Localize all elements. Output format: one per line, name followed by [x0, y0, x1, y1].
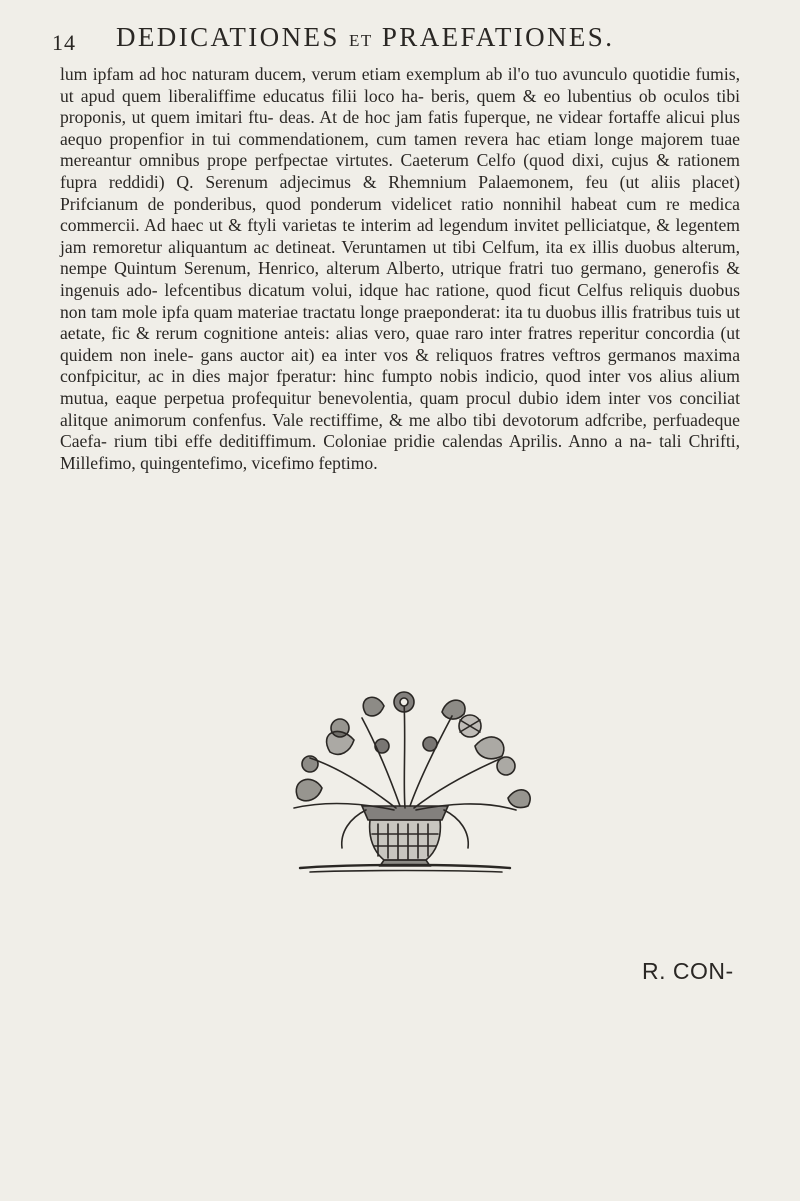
running-head-connector: ET [348, 31, 373, 50]
catchword: R. CON- [642, 958, 734, 984]
flower-vase-woodcut-icon [270, 688, 540, 876]
running-head-title [116, 22, 614, 53]
running-head-main: DEDICATIONES [116, 22, 340, 52]
body-paragraph: lum ipfam ad hoc naturam ducem, verum etiam exemplum ab il'o tuo avunculo quotidie fumis, ut apud quem liberaliffime educatus filii loco ha- beris, quem & eo lubentius ob oculos tibi proponis, ut quem imitari ftu- deas. At de hoc jam fatis fuperque, ne videar fortaffe alicui plus aequo propenfior in tui commendationem, cum tamen revera hac etiam longe majorem tuae mereantur omnibus prope perfpectae virtutes. Caeterum Celfo (quod dixi, cujus & rationem fupra reddidi) Q. Serenum adjecimus & Rhemnium Palaemonem, feu (ut aliis placet) Prifcianum de ponderibus, quod ponderum videlicet ratio nonnihil habeat cum re medica commercii. Ad haec ut & ftyli varietas te interim ad legendum invitet pelliciatque, & legentem jam remoretur aliquantum ac detineat. Veruntamen ut tibi Celfum, ita ex illis duobus alterum, nempe Quintum Serenum, Henrico, alterum Alberto, utrique fratri tuo germano, generofis & ingenuis ado- lefcentibus dicatum volui, idque hac ratione, quod ficut Celfus reliquis duobus non tam mole ipfa quam materiae tractatu longe praeponderat: ita tu duobus illis fratribus tuis ut aetate, fic & rerum cognitione anteis: alias vero, quae raro inter fratres reperitur concordia (ut quidem non inele- gans auctor ait) ea inter vos & reliquos fratres veftros germanos maxima confpicitur, ac in dies major fperatur: hinc fumpto nobis indicio, quod inter vos alius alium mutua, eaque perpetua profequitur benevolentia, quam procul dubio idem inter vos conciliat alitque animorum confenfus. Vale rectiffime, & me albo tibi devotorum adfcribe, perfuadeque Caefa- rium tibi effe deditiffimum. Coloniae pridie calendas Aprilis. Anno a na- tali Chrifti, Millefimo, quingentefimo, vicefimo feptimo. [60, 64, 740, 473]
running-header [0, 22, 800, 62]
page-number: 14 [52, 30, 76, 55]
running-head-end: PRAEFATIONES. [381, 22, 615, 52]
